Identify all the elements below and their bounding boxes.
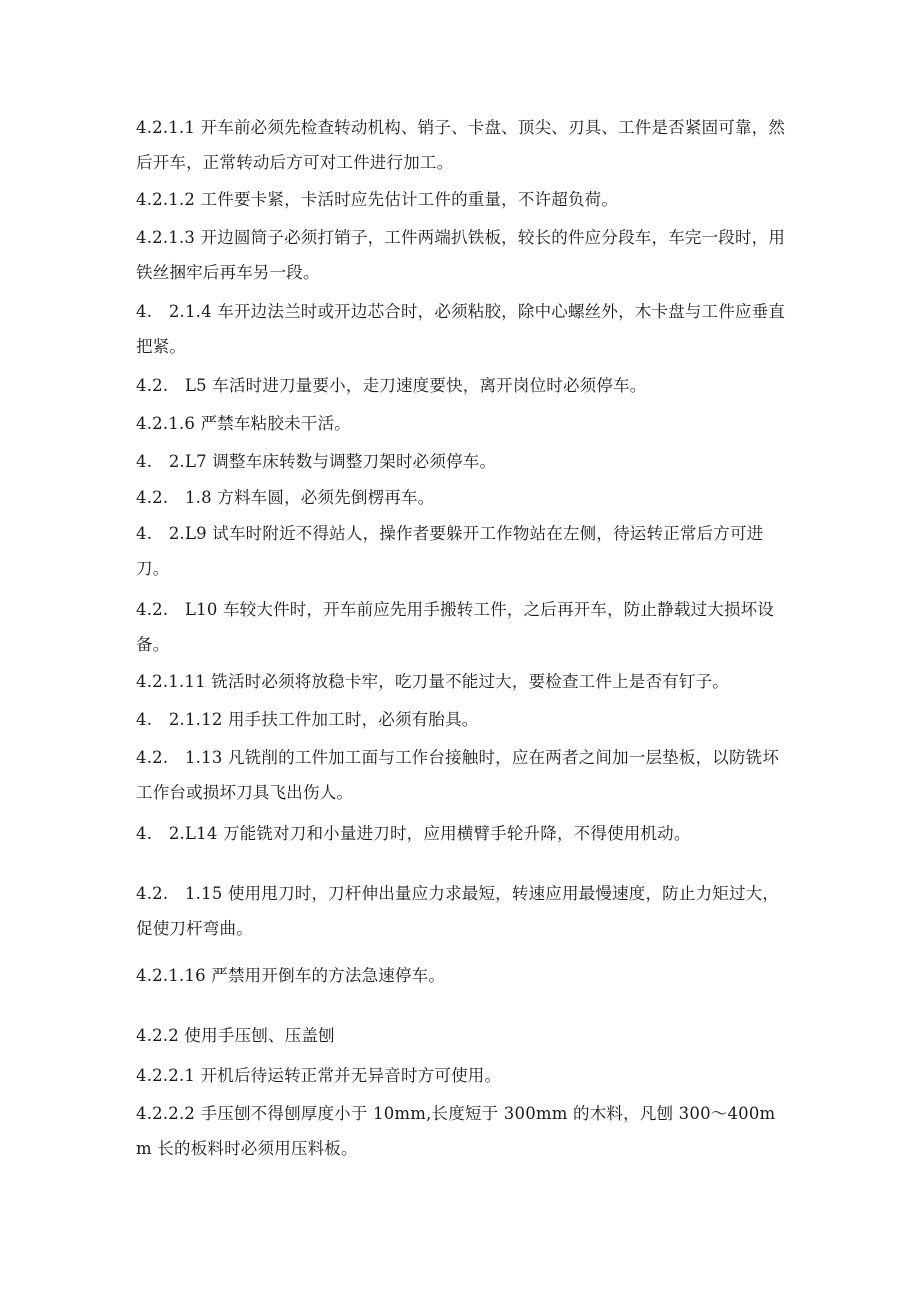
paragraph-4-2-1-7: 4. 2.L7 调整车床转数与调整刀架时必须停车。 [136, 452, 497, 471]
section-heading-4-2-2: 4.2.2 使用手压刨、压盖刨 [136, 1026, 335, 1045]
paragraph-4-2-1-4: 4. 2.1.4 车开边法兰时或开边芯合时，必须粘胶，除中心螺丝外，木卡盘与工件应垂直把紧。 [136, 302, 786, 356]
paragraph-4-2-1-13: 4.2. 1.13 凡铣削的工件加工面与工作台接触时，应在两者之间加一层垫板，以防铣坏工作台或损坏刀具飞出伤人。 [136, 748, 780, 802]
paragraph-4-2-1-11: 4.2.1.11 铣活时必须将放稳卡牢，吃刀量不能过大，要检查工件上是否有钉子。 [136, 672, 729, 691]
paragraph-4-2-2-2: 4.2.2.2 手压刨不得刨厚度小于 10mm,长度短于 300mm 的木料，凡刨 300～400mm 长的板料时必须用压料板。 [136, 1104, 776, 1158]
paragraph-4-2-1-12: 4. 2.1.12 用手扶工件加工时，必须有胎具。 [136, 710, 479, 729]
paragraph-4-2-1-6: 4.2.1.6 严禁车粘胶未干活。 [136, 414, 351, 433]
paragraph-4-2-1-3: 4.2.1.3 开边圆筒子必须打销子，工件两端扒铁板，较长的件应分段车，车完一段时，用铁丝捆牢后再车另一段。 [136, 228, 786, 282]
paragraph-4-2-1-2: 4.2.1.2 工件要卡紧，卡活时应先估计工件的重量，不许超负荷。 [136, 190, 619, 209]
paragraph-4-2-1-15: 4.2. 1.15 使用甩刀时，刀杆伸出量应力求最短，转速应用最慢速度，防止力矩过大，促使刀杆弯曲。 [136, 884, 780, 938]
paragraph-4-2-1-10: 4.2. L10 车较大件时，开车前应先用手搬转工件，之后再开车，防止静载过大损坏设备。 [136, 600, 775, 654]
paragraph-4-2-1-9: 4. 2.L9 试车时附近不得站人，操作者要躲开工作物站在左侧，待运转正常后方可进刀。 [136, 524, 764, 578]
paragraph-4-2-2-1: 4.2.2.1 开机后待运转正常并无异音时方可使用。 [136, 1066, 502, 1085]
paragraph-4-2-1-5: 4.2. L5 车活时进刀量要小，走刀速度要快，离开岗位时必须停车。 [136, 376, 647, 395]
paragraph-4-2-1-16: 4.2.1.16 严禁用开倒车的方法急速停车。 [136, 966, 446, 985]
paragraph-4-2-1-8: 4.2. 1.8 方料车圆，必须先倒楞再车。 [136, 488, 435, 507]
paragraph-4-2-1-1: 4.2.1.1 开车前必须先检查转动机构、销子、卡盘、顶尖、刃具、工件是否紧固可靠，然后开车，正常转动后方可对工件进行加工。 [136, 118, 786, 172]
paragraph-4-2-1-14: 4. 2.L14 万能铣对刀和小量进刀时，应用横臂手轮升降，不得使用机动。 [136, 824, 691, 843]
